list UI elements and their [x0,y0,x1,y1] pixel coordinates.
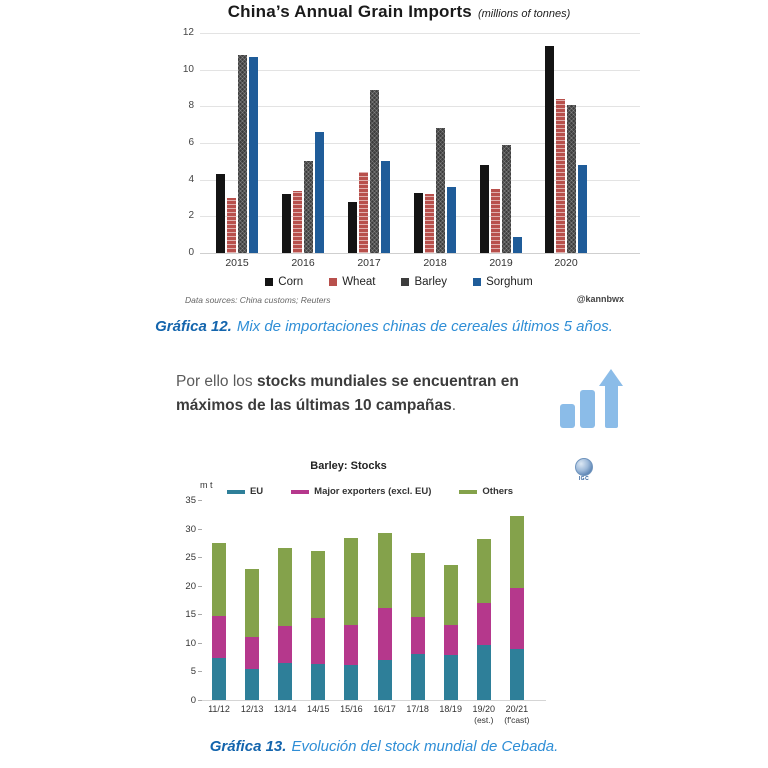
bar-group-2016 [282,33,324,253]
chart2-xlabel-main-18/19: 18/19 [439,704,462,714]
bar-group-2017 [348,33,390,253]
chart2-xlabel-main-15/16: 15/16 [340,704,363,714]
bar-eu-12/13 [245,669,259,700]
bar-wheat-2020 [556,99,565,253]
bar-wheat-2018 [425,194,434,253]
chart2-ytick-5: 5 [190,666,196,678]
chart2-ytickmark-20 [198,586,202,587]
chart2-title: Barley: Stocks [310,460,387,472]
bar-corn-2018 [414,193,423,254]
growth-bars-arrow-icon [560,366,626,430]
bar-eu-13/14 [278,663,292,700]
legend-item-sorghum [473,276,533,288]
caption2-text: Evolución del stock mundial de Cebada. [291,738,559,755]
bar-wheat-2015 [227,198,236,253]
bar-barley-2015 [238,55,247,253]
bar-group-2020 [545,33,587,253]
caption2-label: Gráfica 13. [209,738,287,755]
bar-wheat-2016 [293,191,302,253]
caption1-label: Gráfica 12. [155,318,232,335]
legend-swatch-eu [227,490,245,494]
bar-major-exporters-excl-eu--15/16 [344,625,358,665]
legend-swatch-wheat [329,278,337,286]
chart1-source-note: Data sources: China customs; Reuters [185,295,331,305]
chart2-legend [200,486,540,497]
bar-major-exporters-excl-eu--18/19 [444,625,458,655]
legend-swatch-corn [265,278,273,286]
chart2-xlabel-main-13/14: 13/14 [273,704,297,714]
bar-major-exporters-excl-eu--19/20 [477,603,491,645]
bar-barley-2019 [502,145,511,253]
legend-swatch-barley [401,278,409,286]
growth-icon-arrow-shaft [605,384,618,428]
legend-item-major-exporters-excl-eu- [291,486,431,497]
igc-logo [572,458,596,486]
chart2-unit-label: m t [200,480,213,490]
bar-others-17/18 [411,553,425,616]
bar-corn-2016 [282,194,291,253]
grain-imports-chart [150,0,648,312]
bar-wheat-2019 [491,189,500,253]
legend-label-major-exporters-excl-eu-: Major exporters (excl. EU) [314,486,432,497]
bar-eu-11/12 [212,658,226,700]
bar-others-16/17 [378,533,392,608]
chart1-xlabel-2018: 2018 [423,257,447,269]
chart2-ytick-10: 10 [185,637,196,649]
chart1-xlabel-2020: 2020 [554,257,578,269]
bar-barley-2020 [567,105,576,254]
bar-corn-2020 [545,46,554,253]
chart1-legend [150,276,648,288]
chart2-ytickmark-10 [198,643,202,644]
chart1-xlabel-2017: 2017 [357,257,381,269]
growth-icon-bar-medium [580,390,595,428]
chart1-xlabel-2016: 2016 [291,257,315,269]
legend-label-wheat: Wheat [342,276,376,288]
chart2-xlabel-main-20/21: 20/21 [505,704,529,714]
legend-item-barley [401,276,447,288]
chart2-ytick-25: 25 [185,552,196,564]
legend-item-others [459,486,513,497]
bar-barley-2016 [304,161,313,253]
bar-sorghum-2016 [315,132,324,253]
bar-group-2015 [216,33,258,253]
caption1-text: Mix de importaciones chinas de cereales últimos 5 años. [236,318,613,335]
bar-group-2019 [480,33,522,253]
bar-corn-2015 [216,174,225,253]
bar-sorghum-2018 [447,187,456,253]
paragraph-tail: . [451,397,457,415]
bar-eu-18/19 [444,655,458,700]
chart1-ytick-0: 0 [188,247,194,258]
bar-corn-2017 [348,202,357,253]
bar-eu-19/20 [477,645,491,700]
stocks-paragraph [176,370,548,418]
legend-swatch-sorghum [473,278,481,286]
chart1-plot [200,33,640,253]
legend-swatch-others [459,490,477,494]
chart2-xlabel-20/21 [495,704,539,726]
legend-item-wheat [329,276,375,288]
bar-major-exporters-excl-eu--16/17 [378,608,392,660]
bar-major-exporters-excl-eu--17/18 [411,617,425,655]
bar-major-exporters-excl-eu--14/15 [311,618,325,664]
chart1-xlabel-2019: 2019 [489,257,513,269]
bar-others-18/19 [444,565,458,624]
paragraph-bold: stocks mundiales se encuentran en máximos de las últimas 10 campañas [176,373,519,415]
bar-barley-2018 [436,128,445,253]
chart2-xlabel-main-14/15: 14/15 [307,704,330,714]
bar-others-11/12 [212,543,226,616]
caption-grafica-13 [0,738,768,755]
bar-eu-20/21 [510,649,524,700]
chart2-xlabel-main-11/12: 11/12 [208,704,230,714]
growth-icon-bar-small [560,404,575,428]
igc-logo-text: IGC [578,476,590,482]
bar-others-14/15 [311,551,325,618]
chart2-ytick-35: 35 [185,495,196,506]
bar-sorghum-2019 [513,237,522,253]
chart2-plot [202,500,542,700]
chart2-xlabel-main-17/18: 17/18 [406,704,429,714]
legend-label-corn: Corn [278,276,304,288]
chart2-ytickmark-25 [198,557,202,558]
caption-grafica-12 [0,318,768,335]
chart1-ytick-4: 4 [188,173,194,185]
chart1-title: China’s Annual Grain Imports [227,2,472,21]
chart1-title-row [150,2,648,22]
chart1-ytick-6: 6 [188,137,194,148]
bar-barley-2017 [370,90,379,253]
bar-eu-17/18 [411,654,425,700]
bar-eu-14/15 [311,664,325,700]
bar-others-15/16 [344,538,358,625]
bar-sorghum-2015 [249,57,258,253]
bar-others-12/13 [245,569,259,638]
paragraph-lead: Por ello los [176,373,257,390]
chart2-xlabel-note-20/21: (f'cast) [504,715,530,726]
bar-others-19/20 [477,539,491,602]
bar-sorghum-2020 [578,165,587,253]
chart2-xlabel-main-19/20: 19/20 [472,704,496,714]
bar-others-13/14 [278,548,292,626]
chart1-ytick-10: 10 [182,63,194,75]
chart2-ytick-30: 30 [185,523,196,535]
chart1-ytick-2: 2 [188,210,194,222]
legend-item-eu [227,486,263,497]
gridline-0 [200,253,640,254]
chart2-ytick-0: 0 [190,695,196,706]
legend-label-others: Others [482,486,514,497]
bar-major-exporters-excl-eu--12/13 [245,637,259,668]
bar-eu-16/17 [378,660,392,700]
growth-icon-arrow-head [599,369,623,386]
legend-label-sorghum: Sorghum [486,276,533,288]
bar-others-20/21 [510,516,524,588]
chart2-baseline [198,700,546,701]
bar-eu-15/16 [344,665,358,700]
chart1-credit: @kannbwx [576,294,624,304]
igc-globe-icon [575,458,593,476]
chart2-ytickmark-35 [198,500,202,501]
legend-label-eu: EU [249,486,264,497]
chart2-ytickmark-30 [198,529,202,530]
bar-major-exporters-excl-eu--20/21 [510,588,524,649]
chart1-subtitle: (millions of tonnes) [477,8,571,20]
chart2-ytickmark-5 [198,671,202,672]
bar-sorghum-2017 [381,161,390,253]
chart1-xlabel-2015: 2015 [225,257,249,269]
chart2-ytickmark-15 [198,614,202,615]
chart1-ytick-8: 8 [188,100,194,112]
bar-group-2018 [414,33,456,253]
chart2-ytick-15: 15 [185,609,196,621]
barley-stocks-chart [170,450,590,736]
bar-corn-2019 [480,165,489,253]
bar-major-exporters-excl-eu--13/14 [278,626,292,664]
bar-major-exporters-excl-eu--11/12 [212,616,226,658]
bar-wheat-2017 [359,172,368,253]
legend-item-corn [265,276,303,288]
chart2-ytickmark-0 [198,700,202,701]
chart1-ytick-12: 12 [182,27,194,38]
chart2-xlabel-main-12/13: 12/13 [240,704,264,714]
legend-label-barley: Barley [414,276,448,288]
chart2-ytick-20: 20 [185,580,196,592]
chart2-xlabel-main-16/17: 16/17 [373,704,396,714]
legend-swatch-major-exporters-excl-eu- [291,490,309,494]
chart2-xlabel-note-19/20: (est.) [474,715,494,726]
